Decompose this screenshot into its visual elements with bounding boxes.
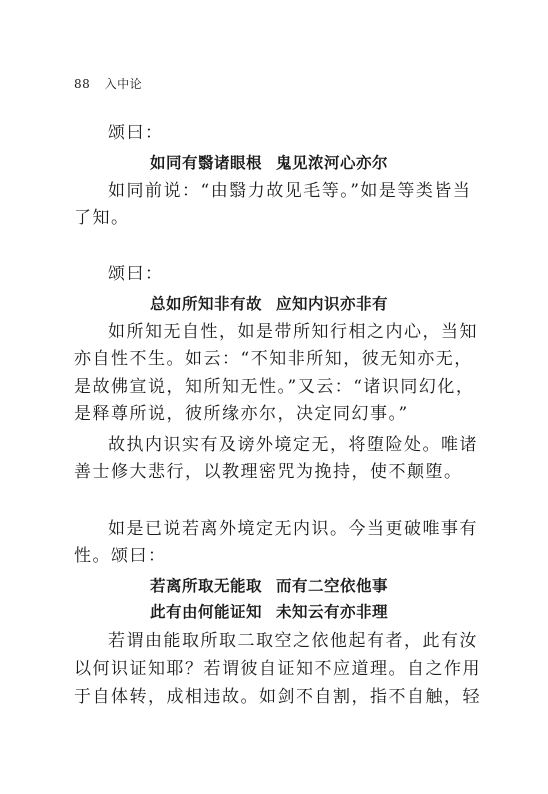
paragraph-line: 是释尊所说，彼所缘亦尔，决定同幻事。” [74,404,409,424]
verse-line [150,576,388,596]
running-header [74,75,142,92]
verse-half: 未知云有亦非理 [276,603,389,621]
paragraph-line: 善士修大悲行，以教理密咒为挽持，使不颠堕。 [74,462,463,482]
paragraph-line: 若谓由能取所取二取空之依他起有者，此有汝 [108,631,478,651]
verse-line [150,294,388,314]
paragraph-line: 性。颂曰： [74,546,167,566]
verse-half: 此有由何能证知 [150,603,263,621]
book-title: 入中论 [104,77,143,91]
page-number: 88 [74,77,91,91]
paragraph-line: 如同前说：“由翳力故见毛等。”如是等类皆当 [108,181,472,201]
verse-half: 若离所取无能取 [150,577,263,595]
paragraph-line: 如所知无自性，如是带所知行相之内心，当知 [108,322,478,342]
paragraph-line: 于自体转，成相违故。如剑不自割，指不自触，轻 [74,687,481,707]
paragraph-line: 亦自性不生。如云：“不知非所知，彼无知亦无， [74,349,473,369]
verse-line [150,602,388,622]
paragraph-line: 是故佛宣说，知所知无性。”又云：“诸识同幻化， [74,377,475,397]
verse-half: 而有二空依他事 [276,577,389,595]
paragraph-line: 故执内识实有及谤外境定无，将堕险处。唯诸 [108,435,478,455]
paragraph-line: 了知。 [74,208,130,228]
verse-half: 鬼见浓河心亦尔 [276,154,389,172]
verse-line [150,153,388,173]
verse-half: 如同有翳诸眼根 [150,154,263,172]
paragraph-line: 以何识证知耶？若谓彼自证知不应道理。自之作用 [74,659,481,679]
paragraph-line: 如是已说若离外境定无内识。今当更破唯事有 [108,519,478,539]
verse-intro-label: 颂曰： [108,264,164,284]
verse-intro-label: 颂曰： [108,123,164,143]
verse-half: 总如所知非有故 [150,295,263,313]
verse-half: 应知内识亦非有 [276,295,389,313]
